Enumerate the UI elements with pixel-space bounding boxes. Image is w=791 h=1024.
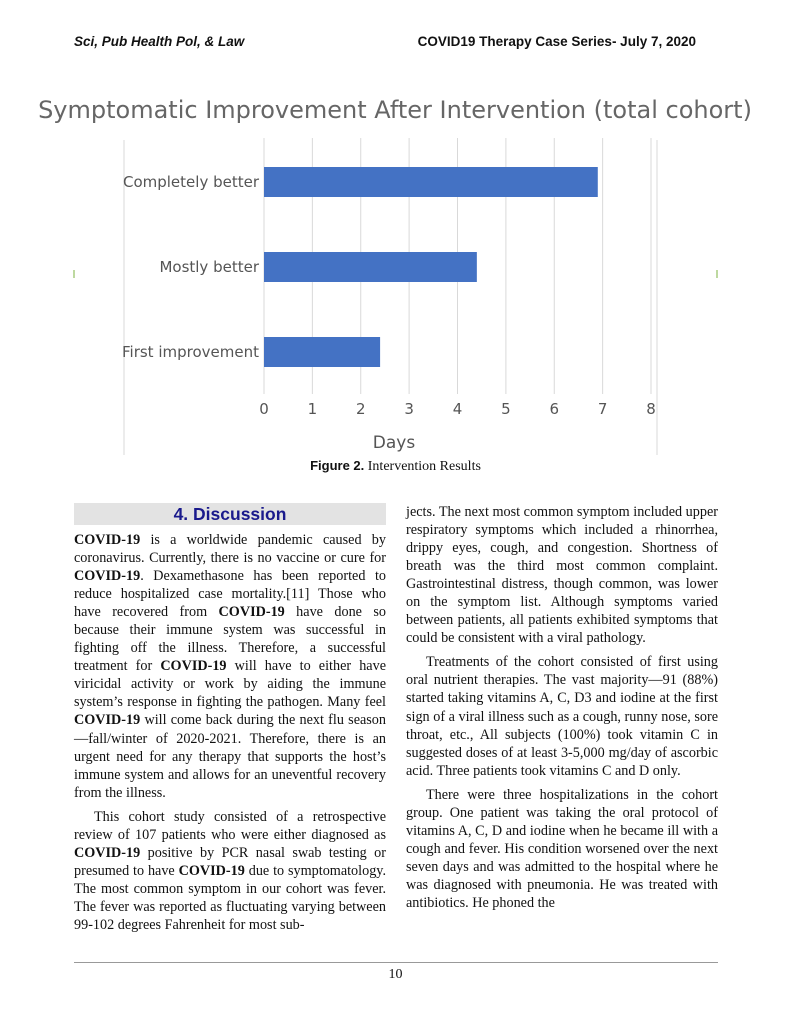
bars bbox=[264, 167, 598, 367]
text-run: positive by PCR nasal swab testing or presumed to have bbox=[74, 844, 386, 879]
text-run: will have to either have viricidal activity or work by aiding the immune system’s response in fighting the pathogen. Many feel bbox=[74, 658, 386, 711]
category-label: Completely better bbox=[122, 173, 259, 191]
x-tick-label: 8 bbox=[646, 400, 656, 418]
discussion-paragraph-3: jects. The next most common symptom included upper respiratory symptoms which included a rhinorrhea, drippy eyes, cough, and congestion. Shortness of breath was the third most common complaint. Gastrointestinal distress, though common, was lower on the symptom list. Although symptoms varied between patients, all patients exhibited symptoms that could be consistent with a viral pathology. bbox=[406, 504, 718, 647]
discussion-paragraph-1 bbox=[74, 531, 386, 802]
bar bbox=[264, 252, 477, 282]
journal-name: Sci, Pub Health Pol, & Law bbox=[74, 34, 245, 49]
bold-term: COVID-19 bbox=[218, 604, 285, 621]
bar bbox=[264, 167, 598, 197]
text-run: will come back during the next flu season—fall/winter of 2020-2021. Therefore, there is an urgent need for any therapy that supports the host’s immune system and allows for an uneventful recovery from the illness. bbox=[74, 712, 386, 801]
improvement-chart bbox=[0, 0, 791, 470]
x-tick-label: 4 bbox=[452, 400, 463, 418]
page-number: 10 bbox=[388, 967, 403, 982]
figure-caption-label: Figure 2. bbox=[310, 458, 365, 473]
running-title: COVID19 Therapy Case Series- July 7, 2020 bbox=[417, 34, 696, 49]
x-tick-label: 7 bbox=[597, 400, 608, 418]
category-labels bbox=[122, 173, 260, 361]
category-label: Mostly better bbox=[159, 258, 259, 276]
discussion-paragraph-2 bbox=[74, 808, 386, 934]
discussion-paragraph-5: There were three hospitalizations in the cohort group. One patient was taking the oral protocol of vitamins A, C, D and iodine when he became ill with a cough and fever. His condition worsened over the next seven days and was admitted to the hospital where he was diagnosed with pneumonia. He was treated with antibiotics. He phoned the bbox=[406, 786, 718, 911]
bold-term: COVID-19 bbox=[74, 532, 141, 548]
text-run: is a worldwide pandemic caused by coronavirus. Currently, there is no vaccine or cure for bbox=[74, 532, 386, 567]
x-tick-label: 2 bbox=[355, 400, 366, 418]
section-heading: 4. Discussion bbox=[74, 503, 386, 525]
chart-title: Symptomatic Improvement After Intervention (total cohort) bbox=[38, 96, 752, 124]
bold-term: COVID-19 bbox=[74, 568, 141, 585]
bold-term: COVID-19 bbox=[178, 862, 245, 879]
bar bbox=[264, 337, 380, 367]
left-column bbox=[74, 503, 386, 940]
discussion-paragraph-4: Treatments of the cohort consisted of first using oral nutrient therapies. The vast majority—91 (88%) started taking vitamins A, C, D3 and iodine at the first sign of a viral illness such as a cough, runny nose, sore throat, etc., All subjects (100%) took vitamin C in suggested doses of at least 3-5,000 mg/day of ascorbic acid. Three patients took vitamins C and D only. bbox=[406, 654, 718, 779]
figure-caption-text: Intervention Results bbox=[364, 459, 481, 474]
text-run: due to symptomatology. The most common symptom in our cohort was fever. The fever was reported as fluctuating varying between 99-102 degrees Fahrenheit for most sub- bbox=[74, 862, 386, 933]
right-column bbox=[406, 503, 718, 918]
x-tick-label: 1 bbox=[307, 400, 318, 418]
text-run: . Dexamethasone has been reported to reduce hospitalized case mortality.[11] Those who have recovered from bbox=[74, 568, 386, 621]
x-tick-label: 0 bbox=[259, 400, 269, 418]
x-tick-labels bbox=[259, 400, 656, 418]
x-axis-title: Days bbox=[372, 433, 416, 453]
bold-term: COVID-19 bbox=[74, 844, 141, 861]
x-tick-label: 3 bbox=[404, 400, 414, 418]
x-tick-label: 5 bbox=[501, 400, 511, 418]
x-tick-label: 6 bbox=[549, 400, 560, 418]
category-label: First improvement bbox=[122, 343, 259, 361]
footer-rule bbox=[74, 962, 718, 963]
text-run: This cohort study consisted of a retrospective review of 107 patients who were either diagnosed as bbox=[74, 808, 386, 843]
text-run: have done so because their immune system was successful in fighting off the illness. Therefore, a successful treatment for bbox=[74, 604, 386, 675]
bold-term: COVID-19 bbox=[74, 712, 141, 729]
figure-caption bbox=[0, 458, 791, 475]
bold-term: COVID-19 bbox=[160, 658, 227, 675]
